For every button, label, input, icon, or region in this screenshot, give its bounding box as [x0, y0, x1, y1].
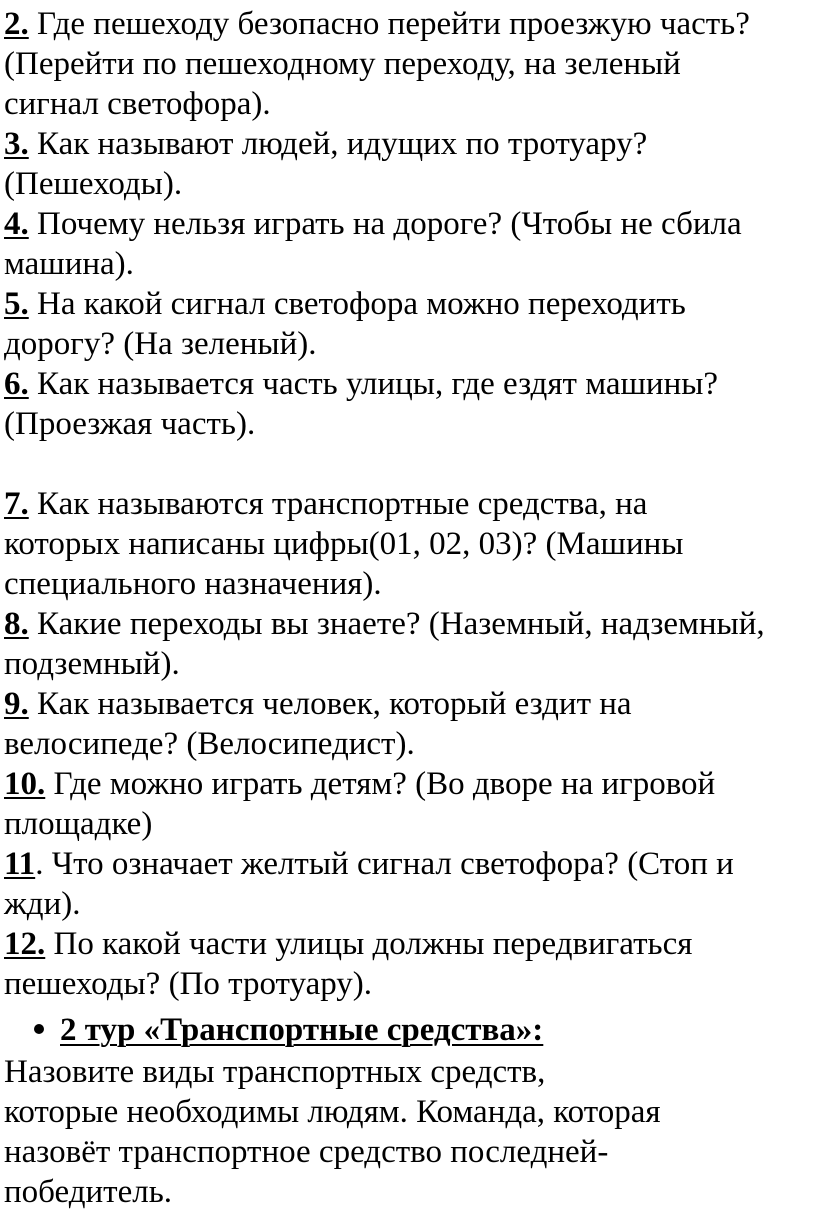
section-heading-row [34, 1010, 543, 1050]
question-number: 7. [4, 486, 29, 522]
question-7-line-1 [4, 484, 647, 524]
question-text: . Что означает желтый сигнал светофора? (Стоп и [35, 846, 734, 882]
question-10-line-2: площадке) [4, 806, 153, 842]
question-text: Как называется часть улицы, где ездят машины? [28, 366, 719, 402]
question-8-line-2: подземный). [4, 646, 180, 682]
question-text: Где пешеходу безопасно перейти проезжую часть? [28, 6, 750, 42]
question-4-line-1 [4, 204, 742, 244]
question-5-line-2: дорогу? (На зеленый). [4, 326, 317, 362]
question-number: 11 [4, 846, 36, 882]
question-3-line-2: (Пешеходы). [4, 166, 183, 202]
question-9-line-1 [4, 684, 632, 724]
question-2-line-1 [4, 4, 750, 44]
question-number: 9. [4, 686, 29, 722]
question-12-line-2: пешеходы? (По тротуару). [4, 966, 373, 1002]
question-2-line-2: (Перейти по пешеходному переходу, на зеленый [4, 46, 681, 82]
question-text: Как называют людей, идущих по тротуару? [28, 126, 648, 162]
question-7-line-3: специального назначения). [4, 566, 382, 602]
question-text: Где можно играть детям? (Во дворе на игровой [45, 766, 716, 802]
question-text: На какой сигнал светофора можно переходить [28, 286, 686, 322]
question-text: По какой части улицы должны передвигаться [45, 926, 693, 962]
question-10-line-1 [4, 764, 715, 804]
question-number: 10. [4, 766, 46, 802]
question-11-line-1 [4, 844, 734, 884]
question-6-line-2: (Проезжая часть). [4, 406, 256, 442]
question-4-line-2: машина). [4, 246, 134, 282]
question-number: 6. [4, 366, 29, 402]
question-number: 8. [4, 606, 29, 642]
question-text: Как называется человек, который ездит на [28, 686, 632, 722]
question-number: 4. [4, 206, 29, 242]
question-2-line-3: сигнал светофора). [4, 86, 271, 122]
question-3-line-1 [4, 124, 647, 164]
question-number: 2. [4, 6, 29, 42]
question-9-line-2: велосипеде? (Велосипедист). [4, 726, 415, 762]
question-number: 12. [4, 926, 46, 962]
question-12-line-1 [4, 924, 692, 964]
section-heading: 2 тур «Транспортные средства»: [60, 1012, 544, 1048]
section-line-1: Назовите виды транспортных средств, [4, 1054, 546, 1090]
question-8-line-1 [4, 604, 765, 644]
section-line-3: назовёт транспортное средство последней- [4, 1134, 609, 1170]
question-text: Какие переходы вы знаете? (Наземный, надземный, [28, 606, 765, 642]
question-text: Почему нельзя играть на дороге? (Чтобы не сбила [28, 206, 742, 242]
bullet-icon [34, 1024, 44, 1034]
question-7-line-2: которых написаны цифры(01, 02, 03)? (Машины [4, 526, 684, 562]
question-text: Как называются транспортные средства, на [28, 486, 648, 522]
question-5-line-1 [4, 284, 686, 324]
question-number: 3. [4, 126, 29, 162]
section-line-4: победитель. [4, 1174, 173, 1210]
question-number: 5. [4, 286, 29, 322]
question-6-line-1 [4, 364, 718, 404]
question-11-line-2: жди). [4, 886, 81, 922]
section-line-2: которые необходимы людям. Команда, которая [4, 1094, 661, 1130]
